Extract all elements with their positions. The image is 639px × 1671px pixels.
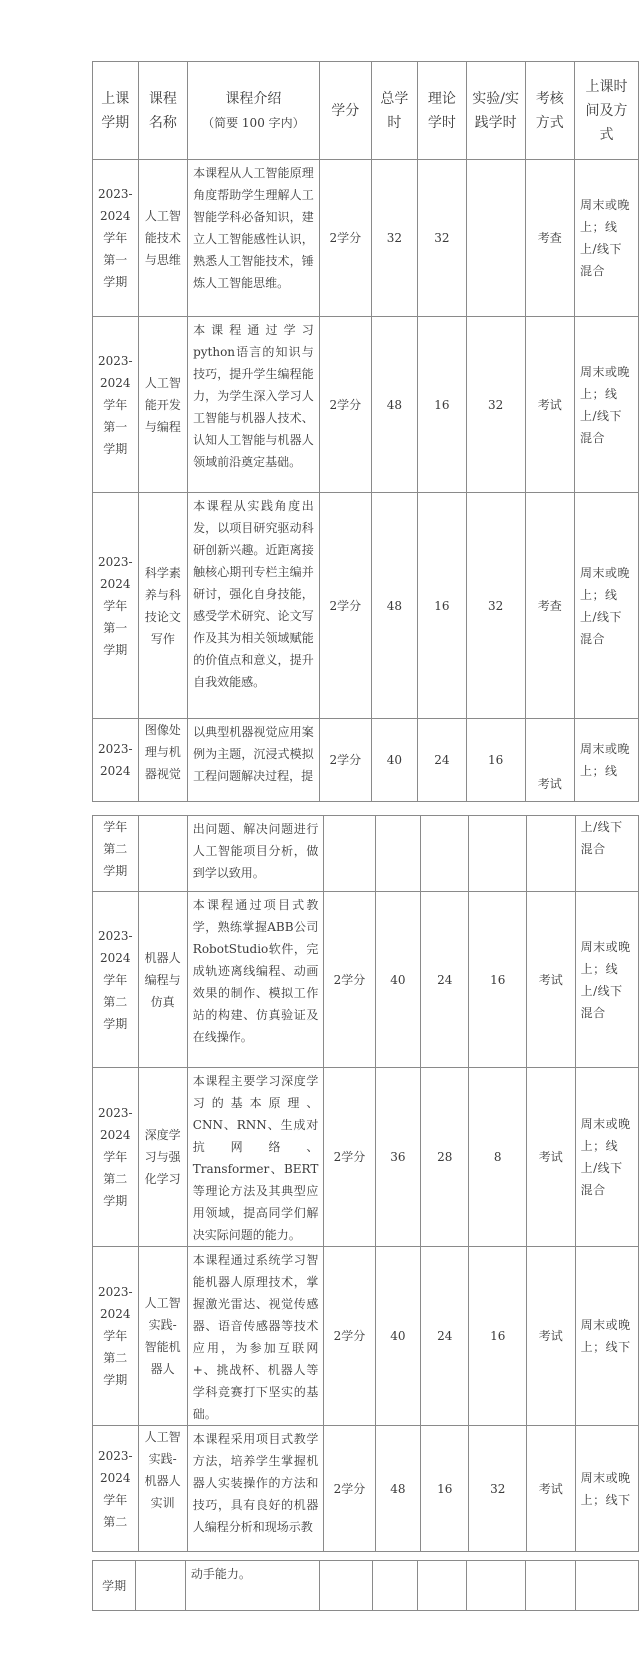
cell-credit: 2学分 [319,493,371,719]
cell-term: 2023-2024学年第一学期 [93,317,139,493]
course-table-part-3 [92,1560,639,1611]
cell-schedule [575,1561,638,1611]
header-intro-note: （简要 100 字内） [202,115,305,130]
cell-name: 科学素养与科技论文写作 [138,493,187,719]
cell-theory-hours: 24 [421,1247,469,1426]
header-schedule: 上课时间及方式 [574,62,638,160]
cell-assessment: 考试 [527,1426,576,1552]
cell-theory-hours: 32 [417,160,466,317]
cell-practice-hours: 32 [469,1426,527,1552]
table-row [93,892,639,1068]
cell-name: 机器人编程与仿真 [138,892,187,1068]
cell-intro: 本课程从实践角度出发，以项目研究驱动科研创新兴趣。近距离接触核心期刊专栏主编并研讨，强化自身技能，感受学术研究、论文写作及其为相关领域赋能的价值点和意义，提升自我效能感。 [188,493,320,719]
cell-intro: 动手能力。 [185,1561,319,1611]
cell-intro: 本课程通过项目式教学，熟练掌握ABB公司RobotStudio软件，完成轨迹离线编程、动画效果的制作、模拟工作站的构建、仿真验证及在线操作。 [187,892,324,1068]
cell-theory-hours: 28 [421,1068,469,1247]
cell-schedule: 上/线下混合 [575,816,638,892]
cell-total-hours: 48 [371,317,417,493]
cell-total-hours: 48 [371,493,417,719]
table-row [93,719,639,802]
cell-intro: 本课程通过学习python语言的知识与技巧，提升学生编程能力，为学生深入学习人工智能与机器人技术、认知人工智能与机器人领域前沿奠定基础。 [188,317,320,493]
header-intro [188,62,320,160]
cell-theory-hours: 24 [421,892,469,1068]
cell-name: 深度学习与强化学习 [138,1068,187,1247]
header-practice-hours: 实验/实践学时 [466,62,525,160]
table-row [93,1561,639,1611]
cell-schedule: 周末或晚上；线上/线下混合 [575,892,638,1068]
table-row [93,493,639,719]
header-row [93,62,639,160]
cell-assessment: 考试 [525,719,574,802]
cell-term: 2023-2024学年第一学期 [93,160,139,317]
cell-total-hours: 48 [375,1426,421,1552]
cell-credit: 2学分 [324,1426,375,1552]
table-row [93,1247,639,1426]
cell-intro: 本课程主要学习深度学习的基本原理、CNN、RNN、生成对抗网络、Transformer、BERT等理论方法及其典型应用领域，提高同学们解决实际问题的能力。 [187,1068,324,1247]
cell-credit: 2学分 [319,160,371,317]
cell-credit [324,816,375,892]
table-row [93,1068,639,1247]
cell-assessment: 考试 [525,317,574,493]
cell-name: 人工智实践-机器人实训 [138,1426,187,1552]
cell-name: 人工智能技术与思维 [138,160,187,317]
cell-practice-hours [467,1561,526,1611]
cell-total-hours: 40 [375,892,421,1068]
cell-practice-hours [469,816,527,892]
cell-theory-hours [418,1561,467,1611]
cell-term: 2023-2024学年第二 [93,1426,139,1552]
cell-practice-hours: 32 [466,317,525,493]
cell-term: 2023-2024学年第二学期 [93,1068,139,1247]
header-theory-hours: 理论学时 [417,62,466,160]
cell-total-hours: 40 [371,719,417,802]
cell-theory-hours [421,816,469,892]
cell-assessment [527,816,576,892]
cell-assessment: 考试 [527,1068,576,1247]
cell-theory-hours: 16 [417,493,466,719]
cell-credit: 2学分 [324,1247,375,1426]
cell-name: 图像处理与机器视觉 [138,719,187,802]
cell-theory-hours: 24 [417,719,466,802]
cell-practice-hours: 16 [469,892,527,1068]
cell-credit: 2学分 [319,317,371,493]
cell-credit: 2学分 [324,892,375,1068]
cell-total-hours [372,1561,418,1611]
cell-name: 人工智实践-智能机器人 [138,1247,187,1426]
cell-credit [320,1561,372,1611]
cell-name: 人工智能开发与编程 [138,317,187,493]
cell-assessment: 考试 [527,892,576,1068]
cell-term: 2023-2024学年第二学期 [93,1247,139,1426]
cell-theory-hours: 16 [417,317,466,493]
cell-practice-hours [466,160,525,317]
cell-assessment: 考试 [527,1247,576,1426]
cell-practice-hours: 8 [469,1068,527,1247]
table-row [93,317,639,493]
cell-name [138,816,187,892]
cell-practice-hours: 16 [469,1247,527,1426]
cell-intro: 本课程从人工智能原理角度帮助学生理解人工智能学科必备知识，建立人工智能感性认识，熟悉人工智能技术，锤炼人工智能思维。 [188,160,320,317]
cell-term: 学年第二学期 [93,816,139,892]
table-row [93,816,639,892]
header-intro-title: 课程介绍 [225,90,282,107]
cell-total-hours: 36 [375,1068,421,1247]
cell-credit: 2学分 [324,1068,375,1247]
table-row [93,1426,639,1552]
header-credit: 学分 [319,62,371,160]
course-table-part-2 [92,815,639,1552]
cell-practice-hours: 32 [466,493,525,719]
course-table-part-1 [92,61,639,802]
cell-term: 2023-2024 [93,719,139,802]
header-name: 课程名称 [138,62,187,160]
cell-assessment: 考查 [525,160,574,317]
cell-intro: 本课程采用项目式教学方法，培养学生掌握机器人实装操作的方法和技巧，具有良好的机器人编程分析和现场示教 [187,1426,324,1552]
header-assessment: 考核方式 [525,62,574,160]
cell-schedule: 周末或晚上；线下 [575,1247,638,1426]
cell-schedule: 周末或晚上；线 [574,719,638,802]
cell-assessment [525,1561,575,1611]
cell-schedule: 周末或晚上；线下 [575,1426,638,1552]
cell-term: 2023-2024学年第二学期 [93,892,139,1068]
cell-schedule: 周末或晚上；线上/线下混合 [574,160,638,317]
cell-intro: 以典型机器视觉应用案例为主题，沉浸式模拟工程问题解决过程，提 [188,719,320,802]
cell-schedule: 周末或晚上；线上/线下混合 [575,1068,638,1247]
cell-term: 2023-2024学年第一学期 [93,493,139,719]
cell-term: 学期 [93,1561,136,1611]
cell-intro: 本课程通过系统学习智能机器人原理技术，掌握激光雷达、视觉传感器、语音传感器等技术应用，为参加互联网+、挑战杯、机器人等学科竞赛打下坚实的基础。 [187,1247,324,1426]
cell-intro: 出问题、解决问题进行人工智能项目分析，做到学以致用。 [187,816,324,892]
cell-total-hours [375,816,421,892]
cell-schedule: 周末或晚上；线上/线下混合 [574,493,638,719]
table-row [93,160,639,317]
cell-practice-hours: 16 [466,719,525,802]
cell-total-hours: 40 [375,1247,421,1426]
cell-assessment: 考查 [525,493,574,719]
cell-theory-hours: 16 [421,1426,469,1552]
cell-schedule: 周末或晚上；线上/线下混合 [574,317,638,493]
cell-name [136,1561,186,1611]
cell-total-hours: 32 [371,160,417,317]
header-term: 上课学期 [93,62,139,160]
cell-credit: 2学分 [319,719,371,802]
header-total-hours: 总学时 [371,62,417,160]
